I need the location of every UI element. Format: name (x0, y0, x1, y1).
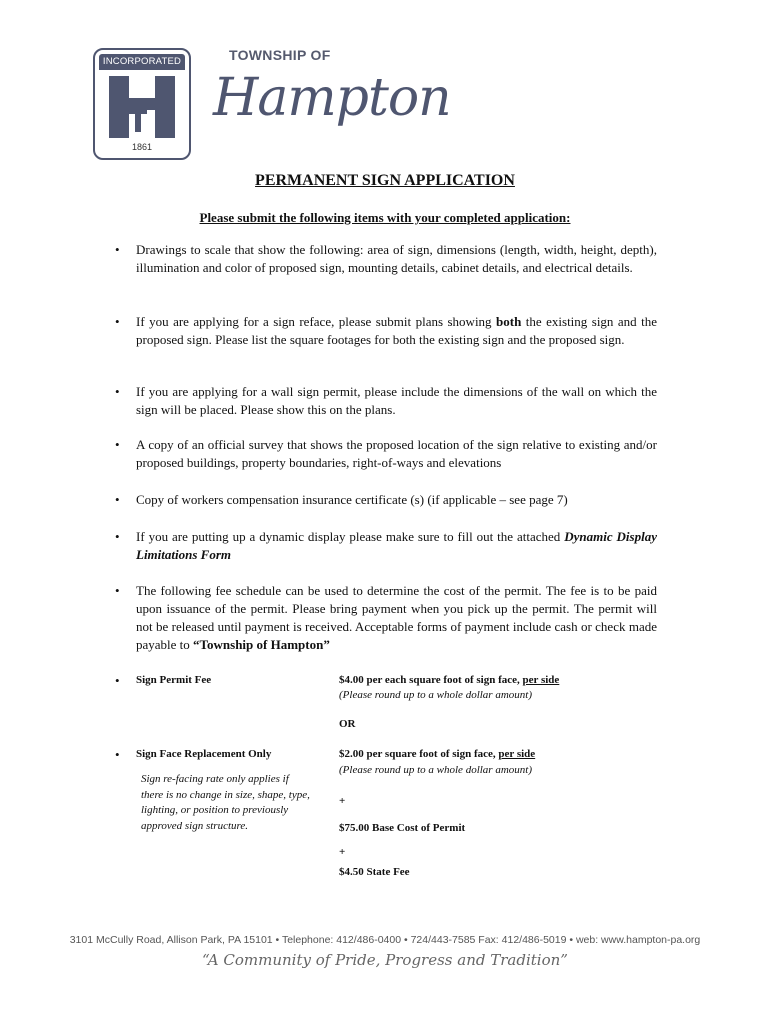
hampton-h-icon (109, 76, 175, 138)
requirement-item-fee-schedule (136, 582, 657, 654)
replacement-rate: $2.00 per square foot of sign face, (339, 748, 499, 760)
requirement-item-insurance: Copy of workers compensation insurance certificate (s) (if applicable – see page 7) (136, 492, 568, 507)
reface-text-post: the existing sign and the proposed sign. Please list the square footages for both the existing sign and the proposed sign. (136, 314, 658, 347)
sign-permit-per-side: per side (522, 674, 560, 686)
bullet-marker: • (115, 747, 120, 762)
fee-or-separator: OR (339, 718, 356, 730)
township-seal-logo (93, 48, 191, 160)
seal-year: 1861 (131, 142, 153, 152)
base-cost-fee: $75.00 Base Cost of Permit (339, 822, 466, 834)
replacement-fee-label: Sign Face Replacement Only (136, 748, 272, 760)
bullet-marker: • (115, 314, 120, 329)
replacement-fee-note: (Please round up to a whole dollar amount) (339, 764, 532, 776)
fee-schedule-text: The following fee schedule can be used to determine the cost of the permit. The fee is to be paid upon issuance of the permit. Please bring payment when you pick up the permit. The permit will not be released until payment is received. Acceptable forms of payment include cash or check made payable to (136, 583, 657, 652)
requirement-item-reface (136, 313, 657, 349)
bullet-marker: • (115, 437, 120, 452)
footer-slogan: “A Community of Pride, Progress and Tradition” (202, 951, 568, 969)
sign-permit-fee-note: (Please round up to a whole dollar amount) (339, 689, 532, 701)
bullet-marker: • (115, 492, 120, 507)
payable-to-name: “Township of Hampton” (193, 637, 330, 652)
requirement-item-survey: A copy of an official survey that shows the proposed location of the sign relative to existing and/or proposed buildings, property boundaries, right-of-ways and elevations (136, 437, 657, 470)
logo-hampton-script: Hampton (213, 68, 451, 128)
bullet-marker: • (115, 673, 120, 688)
reface-text-bold: both (496, 314, 522, 329)
bullet-marker: • (115, 384, 120, 399)
footer-address: 3101 McCully Road, Allison Park, PA 15101 • Telephone: 412/486-0400 • 724/443-7585 Fax: 412/486-5019 • web: www.hampton-pa.org (69, 934, 701, 946)
dynamic-display-text: If you are putting up a dynamic display please make sure to fill out the attached (136, 529, 565, 544)
bullet-marker: • (115, 583, 120, 598)
plus-sign: + (339, 846, 346, 858)
reface-text-pre: If you are applying for a sign reface, please submit plans showing (136, 314, 497, 329)
seal-incorporated-label: INCORPORATED (99, 54, 185, 70)
requirement-item-dynamic-display (136, 528, 657, 564)
requirement-item-drawings: Drawings to scale that show the following: area of sign, dimensions (length, width, height, depth), illumination and color of proposed sign, mounting details, cabinet details, and electrical details. (136, 242, 657, 275)
bullet-marker: • (115, 529, 120, 544)
replacement-side-note: Sign re-facing rate only applies if there is no change in size, shape, type, lighting, or position to previously approved sign structure. (141, 773, 310, 832)
logo-township-of: TOWNSHIP OF (229, 47, 331, 63)
sign-permit-fee-label: Sign Permit Fee (136, 674, 212, 686)
bullet-marker: • (115, 242, 120, 257)
requirement-item-wall-sign: If you are applying for a wall sign permit, please include the dimensions of the wall on which the sign will be placed. Please show this on the plans. (136, 384, 657, 417)
page-title: PERMANENT SIGN APPLICATION (255, 172, 515, 189)
sign-permit-fee-amount (339, 674, 559, 686)
page-subtitle: Please submit the following items with your completed application: (199, 210, 571, 225)
state-fee: $4.50 State Fee (339, 866, 410, 878)
sign-permit-rate: $4.00 per each square foot of sign face, (339, 674, 523, 686)
plus-sign: + (339, 795, 346, 807)
replacement-per-side: per side (498, 748, 536, 760)
replacement-fee-amount (339, 748, 535, 760)
dynamic-display-form-name: Dynamic Display Limitations Form (136, 529, 657, 562)
